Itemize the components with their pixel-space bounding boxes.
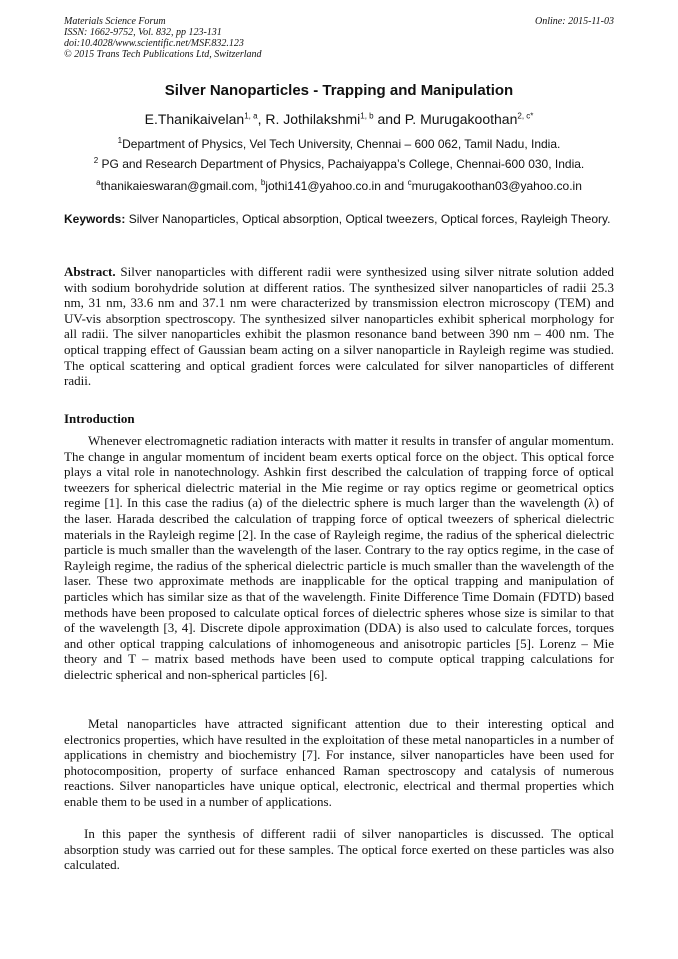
journal-issn: ISSN: 1662-9752, Vol. 832, pp 123-131 <box>64 27 222 38</box>
keywords-label: Keywords: <box>64 212 126 226</box>
keywords-text: Silver Nanoparticles, Optical absorption, Optical tweezers, Optical forces, Rayleigh Theory. <box>125 212 611 226</box>
abstract-section <box>64 264 614 389</box>
paper-title: Silver Nanoparticles - Trapping and Manipulation <box>164 82 514 99</box>
journal-copyright: © 2015 Trans Tech Publications Ltd, Switzerland <box>64 49 262 60</box>
journal-name: Materials Science Forum <box>64 16 166 27</box>
online-date: Online: 2015-11-03 <box>535 16 614 27</box>
affiliation-superscript: 2 <box>93 156 99 165</box>
introduction-paragraph-3: In this paper the synthesis of different radii of silver nanoparticles is discussed. The optical absorption study was carried out for these samples. The optical force exerted on these particles was also calculated. <box>64 826 614 873</box>
introduction-heading: Introduction <box>64 411 135 426</box>
keywords-section <box>64 212 614 227</box>
email-superscript: b <box>260 178 266 187</box>
author-superscript: 1, b <box>360 111 374 121</box>
email-text: jothi141@yahoo.co.in and <box>265 179 408 193</box>
author-name: , R. Jothilakshmi <box>257 111 361 127</box>
email-text: murugakoothan03@yahoo.co.in <box>411 179 582 193</box>
author-superscript: 1, a <box>244 111 258 121</box>
abstract-text: Silver nanoparticles with different radii were synthesized using silver nitrate solution added with sodium borohydride solution at different ratios. The synthesized silver nanoparticles of radii 25.3 nm, 31 nm, 33.6 nm and 37.1 nm were characterized by transmission electron microscopy (TEM) and UV-vis absorption spectroscopy. The synthesized silver nanoparticles exhibit spherical morphology for all radii. The silver nanoparticles exhibit the plasmon resonance band between 390 nm – 400 nm. The optical trapping effect of Gaussian beam acting on a silver nanoparticle in Rayleigh regime was studied. The optical scattering and optical gradient forces were calculated for silver nanoparticles of different radii. <box>64 264 614 389</box>
email-text: thanikaieswaran@gmail.com, <box>100 179 261 193</box>
author-list <box>0 110 678 128</box>
author-name: and P. Murugakoothan <box>373 111 518 127</box>
affiliation-1 <box>0 137 678 152</box>
email-superscript: a <box>96 178 101 187</box>
journal-header <box>64 16 262 60</box>
introduction-paragraph-2: Metal nanoparticles have attracted significant attention due to their interesting optical and electronics properties, which have resulted in the exploitation of these metal nanoparticles in a number of applications in chemistry and biochemistry [7]. For instance, silver nanoparticles have been used for photocomposition, property of surface enhanced Raman spectroscopy and catalysis of numerous reactions. Silver nanoparticles have unique optical, electronic, electrical and thermal properties which enable them to be used in a number of applications. <box>64 716 614 809</box>
affiliation-superscript: 1 <box>117 136 123 145</box>
introduction-paragraph-1: Whenever electromagnetic radiation interacts with matter it results in transfer of angular momentum. The change in angular momentum of incident beam exerts optical force on the object. This optical force plays a vital role in nanotechnology. Ashkin first described the calculation of trapping force of optical tweezers for spherical dielectric material in the Mie regime or ray optics regime or geometrical optics regime [1]. In this case the radius (a) of the dielectric sphere is much larger than the wavelength (λ) of the laser. Harada described the calculation of trapping force of optical tweezers of spherical dielectric materials in the Rayleigh regime [2]. In the case of Rayleigh regime, the radius of the spherical dielectric particle is much smaller than the wavelength of the laser. Contrary to the ray optics regime, in the case of Rayleigh regime, the radius of the spherical dielectric particle is much smaller than the wavelength of the laser. These two approximate methods are inapplicable for the optical trapping and manipulation of particles which has similar size as that of the wavelength. Finite Difference Time Domain (FDTD) based methods have been proposed to calculate optical forces of dielectric spheres whose size is similar to that of the wavelength [3, 4]. Discrete dipole approximation (DDA) is also used to calculate forces, torques and other optical trapping calculations of inhomogeneous and anisotropic particles [5]. Lorenz – Mie theory and T – matrix based methods have been used to compute optical trapping calculations for dielectric spherical and non-spherical particles [6]. <box>64 433 614 682</box>
journal-doi: doi:10.4028/www.scientific.net/MSF.832.123 <box>64 38 244 49</box>
affiliation-text: PG and Research Department of Physics, Pachaiyappa’s College, Chennai-600 030, India. <box>98 157 585 171</box>
email-superscript: c <box>407 178 412 187</box>
abstract-label: Abstract. <box>64 264 116 279</box>
author-emails <box>0 179 678 194</box>
affiliation-text: Department of Physics, Vel Tech University, Chennai – 600 062, Tamil Nadu, India. <box>122 137 561 151</box>
affiliation-2 <box>0 157 678 172</box>
author-superscript: 2, c* <box>517 111 534 121</box>
author-name: E.Thanikaivelan <box>144 111 245 127</box>
